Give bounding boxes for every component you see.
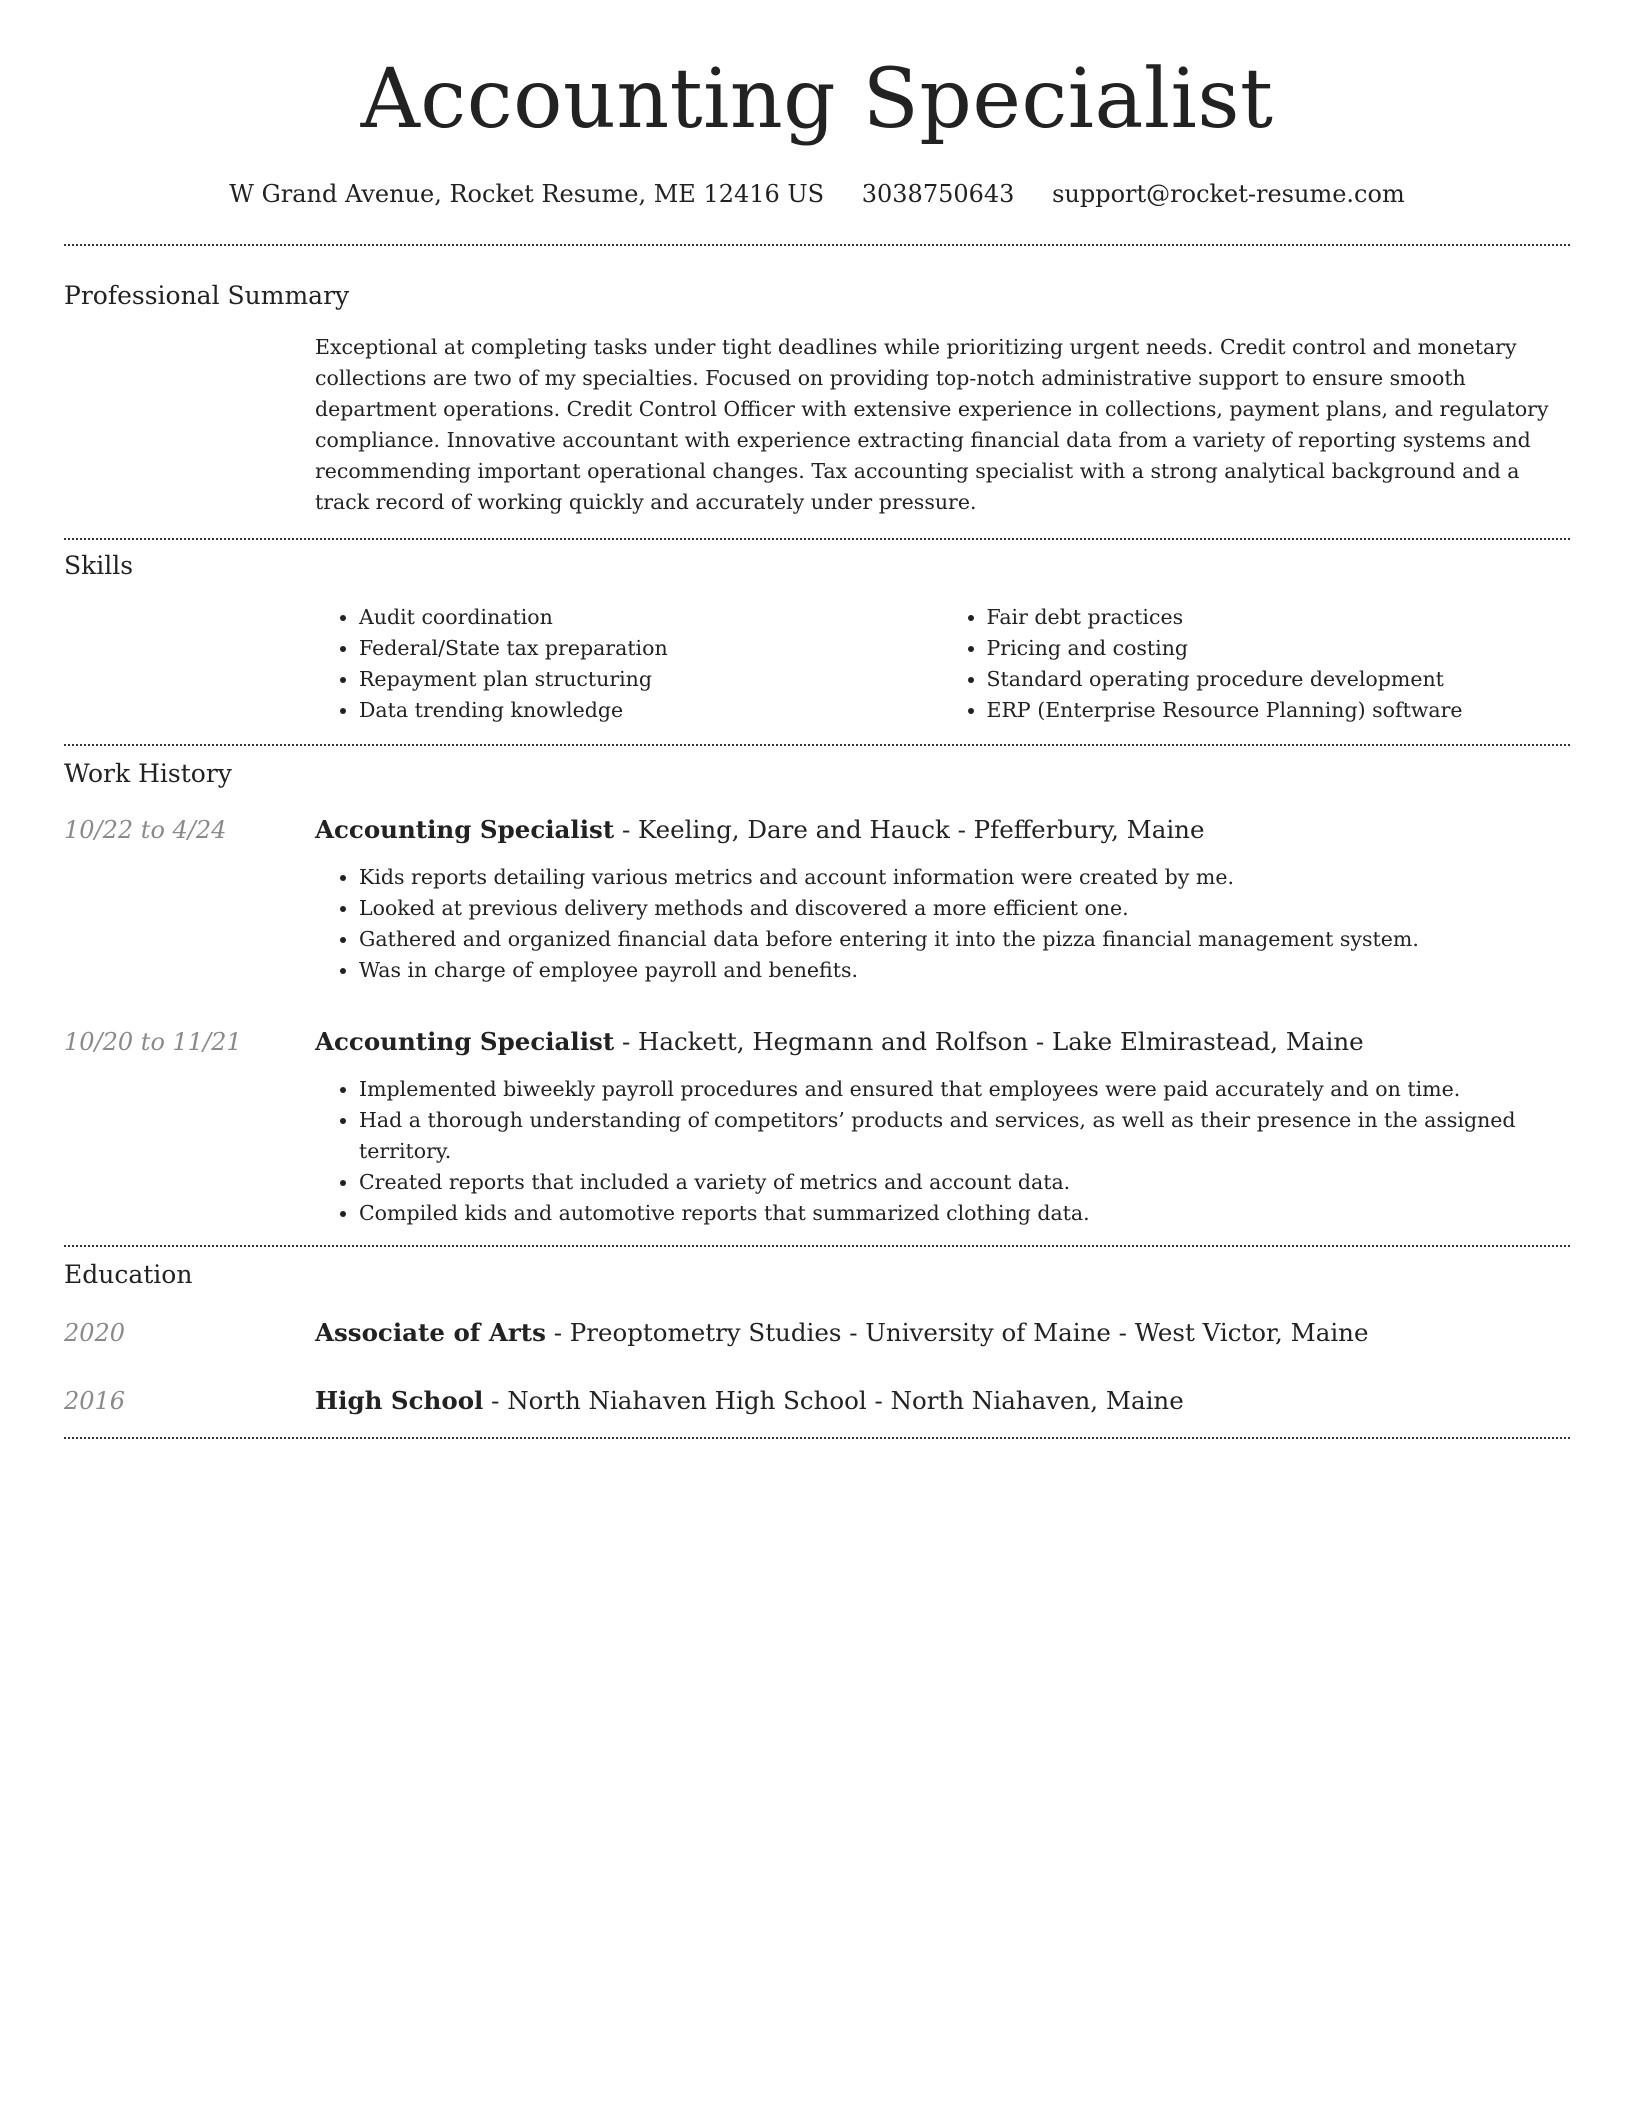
job-bullet: • Compiled kids and automotive reports that summarized clothing data. [359,1198,1570,1229]
contact-address: W Grand Avenue, Rocket Resume, ME 12416 US [229,180,825,208]
section-title-summary: Professional Summary [64,281,350,310]
divider [64,1245,1570,1247]
skill-item: • Pricing and costing [987,633,1571,664]
resume-name: Accounting Specialist [360,52,1274,147]
job-employer: - Hackett, Hegmann and Rolfson - Lake Elmirastead, Maine [614,1027,1364,1056]
skill-item: • Fair debt practices [987,602,1571,633]
divider [64,1437,1570,1439]
skill-item: • Data trending knowledge [359,695,943,726]
education-title [315,1317,1570,1349]
education-entry [64,1385,1570,1417]
education-school: - North Niahaven High School - North Niahaven, Maine [483,1386,1184,1415]
job-title [315,1026,1570,1058]
education-section [64,1259,1570,1417]
divider [64,744,1570,746]
divider [64,538,1570,540]
job-bullets [315,862,1570,986]
contact-phone: 3038750643 [861,180,1015,208]
skill-item: • Audit coordination [359,602,943,633]
job-bullet: • Looked at previous delivery methods and discovered a more efficient one. [359,893,1570,924]
job-role: Accounting Specialist [315,1027,615,1056]
job-bullet: • Created reports that included a variety of metrics and account data. [359,1167,1570,1198]
education-year: 2016 [64,1387,126,1415]
resume-page [64,0,1570,1439]
work-history-section [64,758,1570,1229]
skills-list-right [943,602,1571,726]
skill-item: • ERP (Enterprise Resource Planning) software [987,695,1571,726]
contact-info [64,178,1570,210]
job-bullet: • Kids reports detailing various metrics and account information were created by me. [359,862,1570,893]
job-bullet: • Was in charge of employee payroll and benefits. [359,955,1570,986]
education-year: 2020 [64,1319,126,1347]
job-bullet: • Implemented biweekly payroll procedures and ensured that employees were paid accurately and on time. [359,1074,1570,1105]
skills-list-left [315,602,943,726]
skill-item: • Federal/State tax preparation [359,633,943,664]
job-role: Accounting Specialist [315,815,615,844]
job-bullet: • Had a thorough understanding of competitors’ products and services, as well as their presence in the assigned territory. [359,1105,1570,1167]
skill-item: • Repayment plan structuring [359,664,943,695]
summary-section [64,280,1570,518]
job-entry [64,1026,1570,1229]
job-dates: 10/22 to 4/24 [64,816,227,844]
skill-item: • Standard operating procedure development [987,664,1571,695]
education-degree: Associate of Arts [315,1318,546,1347]
section-title-education: Education [64,1260,193,1289]
job-employer: - Keeling, Dare and Hauck - Pfefferbury, Maine [614,815,1205,844]
skills-section [64,550,1570,726]
education-title [315,1385,1570,1417]
section-title-work: Work History [64,759,232,788]
job-dates: 10/20 to 11/21 [64,1028,242,1056]
job-entry [64,814,1570,986]
education-entry [64,1317,1570,1349]
job-bullets [315,1074,1570,1229]
divider [64,244,1570,246]
job-title [315,814,1570,846]
education-degree: High School [315,1386,484,1415]
summary-text: Exceptional at completing tasks under tight deadlines while prioritizing urgent needs. Credit control and monetary collections are two of my specialties. Focused on providing top-notch administrative support to ensure smooth department operations. Credit Control Officer with extensive experience in collections, payment plans, and regulatory compliance. Innovative accountant with experience extracting financial data from a variety of reporting systems and recommending important operational changes. Tax accounting specialist with a strong analytical background and a track record of working quickly and accurately under pressure. [315,335,1549,514]
job-bullet: • Gathered and organized financial data before entering it into the pizza financial management system. [359,924,1570,955]
education-school: - Preoptometry Studies - University of Maine - West Victor, Maine [545,1318,1369,1347]
section-title-skills: Skills [64,551,134,580]
contact-email: support@rocket-resume.com [1052,180,1405,208]
